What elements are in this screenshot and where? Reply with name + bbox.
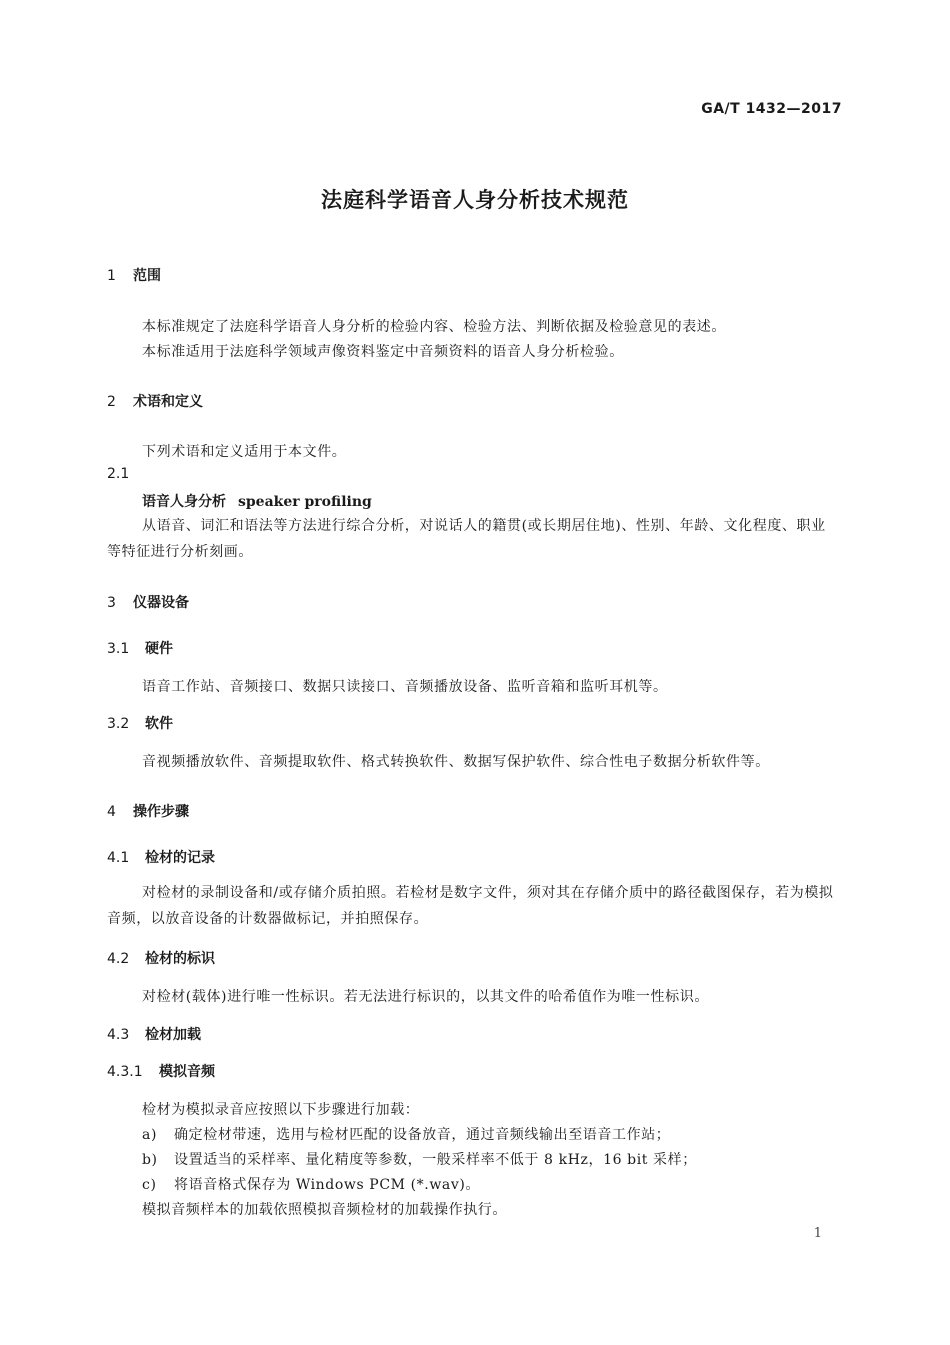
list-item	[142, 1174, 480, 1194]
paragraph: 检材为模拟录音应按照以下步骤进行加载：	[142, 1102, 420, 1118]
section-3-heading	[107, 592, 189, 612]
standard-code: GA/T 1432—2017	[701, 101, 842, 117]
term-english: speaker profiling	[238, 494, 372, 510]
paragraph: 模拟音频样本的加载依照模拟音频检材的加载操作执行。	[142, 1202, 507, 1218]
section-number: 1	[107, 268, 116, 284]
section-4-heading	[107, 801, 189, 821]
section-title: 软件	[145, 716, 173, 732]
subsection-4-2-heading	[107, 948, 215, 968]
section-title: 硬件	[145, 641, 173, 657]
subsection-3-1-heading	[107, 638, 173, 658]
subsection-3-2-heading	[107, 713, 173, 733]
list-item-text: 将语音格式保存为 Windows PCM (*.wav)。	[174, 1177, 481, 1193]
section-title: 检材的记录	[145, 850, 215, 866]
list-item-label: c)	[142, 1177, 157, 1193]
section-number: 3.2	[107, 716, 130, 732]
paragraph: 对检材的录制设备和/或存储介质拍照。若检材是数字文件，须对其在存储介质中的路径截图保存，若为模拟音频，以放音设备的计数器做标记，并拍照保存。	[107, 885, 834, 927]
section-number: 4.1	[107, 850, 130, 866]
subsection-4-3-heading	[107, 1024, 201, 1044]
section-title: 操作步骤	[133, 804, 189, 820]
section-2-heading	[107, 391, 203, 411]
section-title: 仪器设备	[133, 595, 189, 611]
list-item-text: 确定检材带速，选用与检材匹配的设备放音，通过音频线输出至语音工作站；	[174, 1127, 671, 1143]
paragraph: 本标准适用于法庭科学领域声像资料鉴定中音频资料的语音人身分析检验。	[142, 344, 624, 360]
section-title: 范围	[133, 268, 161, 284]
list-item-label: b)	[142, 1152, 158, 1168]
section-number: 4.3	[107, 1027, 130, 1043]
subsection-4-3-1-heading	[107, 1061, 215, 1081]
paragraph: 下列术语和定义适用于本文件。	[142, 444, 347, 460]
term-name: 语音人身分析	[142, 494, 226, 510]
section-title: 检材的标识	[145, 951, 215, 967]
list-item	[142, 1124, 670, 1144]
paragraph: 语音工作站、音频接口、数据只读接口、音频播放设备、监听音箱和监听耳机等。	[142, 679, 668, 695]
section-1-heading	[107, 265, 161, 285]
paragraph: 音视频播放软件、音频提取软件、格式转换软件、数据写保护软件、综合性电子数据分析软件等。	[142, 754, 770, 770]
subsection-4-1-heading	[107, 847, 215, 867]
list-item-label: a)	[142, 1127, 158, 1143]
section-title: 模拟音频	[159, 1064, 215, 1080]
section-number: 4.2	[107, 951, 130, 967]
term-entry	[142, 491, 372, 511]
section-number: 3	[107, 595, 116, 611]
section-title: 术语和定义	[133, 394, 203, 410]
section-number: 2	[107, 394, 116, 410]
section-title: 检材加载	[145, 1027, 201, 1043]
section-number: 4	[107, 804, 116, 820]
list-item-text: 设置适当的采样率、量化精度等参数，一般采样率不低于 8 kHz，16 bit 采样；	[174, 1152, 697, 1168]
list-item	[142, 1149, 697, 1169]
term-number: 2.1	[107, 466, 130, 482]
page-number: 1	[813, 1226, 822, 1241]
section-number: 4.3.1	[107, 1064, 143, 1080]
paragraph: 对检材(载体)进行唯一性标识。若无法进行标识的，以其文件的哈希值作为唯一性标识。	[142, 989, 709, 1005]
document-title: 法庭科学语音人身分析技术规范	[321, 188, 629, 212]
term-definition: 从语音、词汇和语法等方法进行综合分析，对说话人的籍贯(或长期居住地)、性别、年龄、文化程度、职业等特征进行分析刻画。	[107, 518, 826, 560]
section-number: 3.1	[107, 641, 130, 657]
paragraph: 本标准规定了法庭科学语音人身分析的检验内容、检验方法、判断依据及检验意见的表述。	[142, 319, 726, 335]
